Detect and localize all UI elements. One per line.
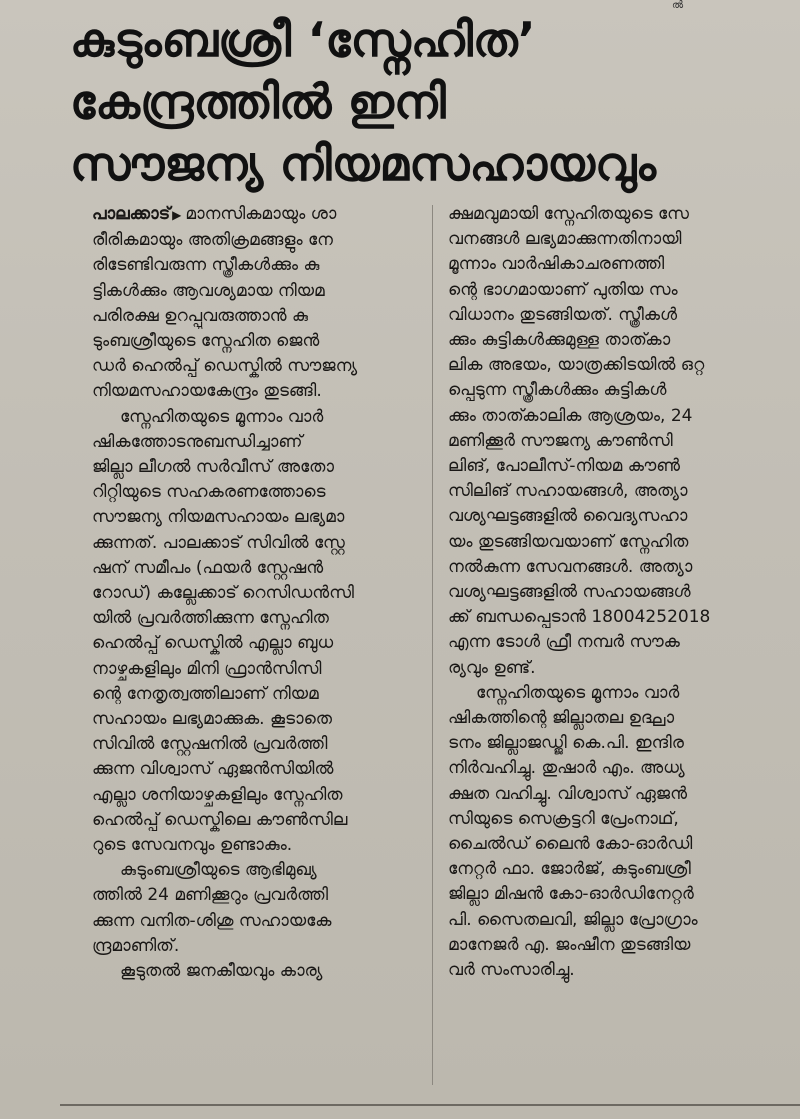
article-line: വർ സംസാരിച്ചു.: [448, 960, 575, 981]
article-line: ഡർ ഹെൽപ്പ് ഡെസ്കിൽ സൗജന്യ: [92, 356, 358, 377]
article-line: വിധാനം തുടങ്ങിയത്. സ്ത്രീകൾ: [448, 304, 678, 325]
article-line: ക്ഷത വഹിച്ചു. വിശ്വാസ് ഏജൻ: [448, 783, 687, 804]
article-line: സ്നേഹിതയുടെ മൂന്നാം വാർ: [476, 682, 680, 703]
article-line: സഹായം ലഭ്യമാക്കുക. കൂടാതെ: [92, 709, 332, 730]
article-line: സിവിൽ സ്റ്റേഷനിൽ പ്രവർത്തി: [92, 734, 328, 755]
headline-line: കേന്ദ്രത്തിൽ ഇനി: [70, 75, 446, 130]
article-line: വശ്യഘട്ടങ്ങളിൽ സഹായങ്ങൾ: [448, 582, 691, 603]
article-line: ക്കുന്ന വനിത-ശിശു സഹായകേ: [92, 910, 332, 931]
article-line: ഷികത്തിന്റെ ജില്ലാതല ഉദ്ഘാ: [448, 708, 675, 729]
article-line: നൽകുന്ന സേവനങ്ങൾ. അത്യാ: [448, 556, 693, 577]
article-line: കുടുംബശ്രീയുടെ ആഭിമുഖ്യ: [120, 860, 317, 881]
corner-mark: ൽ: [672, 0, 684, 11]
article-line: ടനം ജില്ലാജഡ്ജി കെ.പി. ഇന്ദിര: [448, 733, 684, 754]
headline: [70, 10, 750, 196]
article-line: ര്യവും ഉണ്ട്.: [448, 657, 536, 678]
article-line: ക്കും കുട്ടികൾക്കുമുള്ള താത്കാ: [448, 330, 671, 351]
article-line: മണിക്കൂർ സൗജന്യ കൗൺസി: [448, 430, 673, 451]
article-line: ക്കുന്നത്. പാലക്കാട് സിവിൽ സ്റ്റേ: [92, 532, 345, 553]
article-line: നേറ്റർ ഫാ. ജോർജ്, കുടുംബശ്രീ: [448, 859, 691, 880]
article-line: ക്ക് ബന്ധപ്പെടാൻ 18004252018: [448, 607, 711, 628]
article-line: റിറ്റിയുടെ സഹകരണത്തോടെ: [92, 482, 326, 503]
article-text: മാനസികമായും ശാ: [185, 204, 337, 224]
article-line: ലിങ്, പോലീസ്-നിയമ കൗൺ: [448, 456, 681, 477]
article-line: എല്ലാ ശനിയാഴ്ചകളിലും സ്നേഹിത: [92, 784, 343, 805]
article-line: സിയുടെ സെക്രട്ടറി പ്രേംനാഥ്,: [448, 808, 679, 829]
headline-line: സൗജന്യ നിയമസഹായവും: [70, 137, 657, 192]
article-line: മാനേജർ എ. ജംഷീന തുടങ്ങിയ: [448, 934, 691, 955]
article-line: ഹെൽപ്പ് ഡെസ്കിലെ കൗൺസില: [92, 809, 348, 830]
article-line: ലിക അഭയം, യാത്രക്കിടയിൽ ഒറ്റ: [448, 355, 705, 376]
headline-line: കുടുംബശ്രീ ‘സ്നേഹിത’: [70, 13, 536, 68]
article-line: ചൈൽഡ് ലൈൻ കോ-ഓർഡി: [448, 834, 693, 855]
article-line: [92, 202, 412, 228]
article-line: ക്കുന്ന വിശ്വാസ് ഏജൻസിയിൽ: [92, 759, 334, 780]
article-line: ന്റെ നേതൃത്വത്തിലാണ് നിയമ: [92, 683, 319, 704]
article-line: ന്റെ ഭാഗമായാണ് പുതിയ സം: [448, 279, 678, 300]
article-line: യിൽ പ്രവർത്തിക്കുന്ന സ്നേഹിത: [92, 608, 329, 629]
article-line: നാഴ്ചകളിലും മിനി ഫ്രാൻസിസി: [92, 658, 322, 679]
article-line: സിലിങ് സഹായങ്ങൾ, അത്യാ: [448, 481, 688, 502]
article-line: ഷികത്തോടനുബന്ധിച്ചാണ്: [92, 431, 303, 452]
article-line: കൂടുതൽ ജനകീയവും കാര്യ: [120, 961, 323, 982]
article-line: നിയമസഹായകേന്ദ്രം തുടങ്ങി.: [92, 381, 322, 402]
article-line: പി. സൈതലവി, ജില്ലാ പ്രോഗ്രാം: [448, 909, 698, 930]
article-line: ക്കും താത്കാലിക ആശ്രയം, 24: [448, 405, 693, 426]
article-line: റോഡ്) കല്ലേക്കാട് റെസിഡൻസി: [92, 583, 355, 604]
article-line: ഷന് സമീപം (ഫയർ സ്റ്റേഷൻ: [92, 557, 324, 578]
article-line: വശ്യഘട്ടങ്ങളിൽ വൈദ്യസഹാ: [448, 506, 688, 527]
dateline: പാലക്കാട്: [92, 204, 171, 224]
article-line: ജില്ലാ മിഷൻ കോ-ഓർഡിനേറ്റർ: [448, 884, 694, 905]
article-line: മൂന്നാം വാർഷികാചരണത്തി: [448, 254, 665, 275]
article-column-left: [92, 202, 412, 984]
article-line: രിടേണ്ടിവരുന്ന സ്ത്രീകൾക്കും കു: [92, 255, 320, 276]
bottom-rule: [60, 1104, 800, 1106]
article-line: വനങ്ങൾ ലഭ്യമാക്കുന്നതിനായി: [448, 229, 682, 250]
article-line: പരിരക്ഷ ഉറപ്പുവരുത്താൻ കു: [92, 305, 308, 326]
article-line: സ്നേഹിതയുടെ മൂന്നാം വാർ: [120, 406, 324, 427]
article-line: ട്ടികൾക്കും ആവശ്യമായ നിയമ: [92, 280, 325, 301]
article-column-right: [448, 202, 780, 983]
article-line: ക്ഷമവുമായി സ്നേഹിതയുടെ സേ: [448, 204, 689, 224]
article-line: രീരികമായും അതിക്രമങ്ങളും നേ: [92, 230, 333, 251]
column-divider: [432, 205, 433, 1085]
article-line: നിർവഹിച്ചു. തുഷാർ എം. അധ്യ: [448, 758, 685, 779]
article-line: ന്ദ്രമാണിത്.: [92, 935, 180, 956]
article-line: ത്തിൽ 24 മണിക്കൂറും പ്രവർത്തി: [92, 885, 329, 906]
dateline-arrow-icon: ▶: [172, 208, 182, 222]
article-line: ജില്ലാ ലീഗൽ സർവീസ് അതോ: [92, 457, 334, 478]
article-line: ടുംബശ്രീയുടെ സ്നേഹിത ജെൻ: [92, 331, 320, 352]
article-line: ഹെൽപ്പ് ഡെസ്കിൽ എല്ലാ ബുധ: [92, 633, 334, 654]
article-line: യം തുടങ്ങിയവയാണ് സ്നേഹിത: [448, 531, 689, 552]
article-line: സൗജന്യ നിയമസഹായം ലഭ്യമാ: [92, 507, 345, 528]
article-line: റുടെ സേവനവും ഉണ്ടാകും.: [92, 835, 293, 856]
article-line: എന്ന ടോൾ ഫ്രീ നമ്പർ സൗക: [448, 632, 680, 653]
article-line: പ്പെടുന്ന സ്ത്രീകൾക്കും കുട്ടികൾ: [448, 380, 667, 401]
